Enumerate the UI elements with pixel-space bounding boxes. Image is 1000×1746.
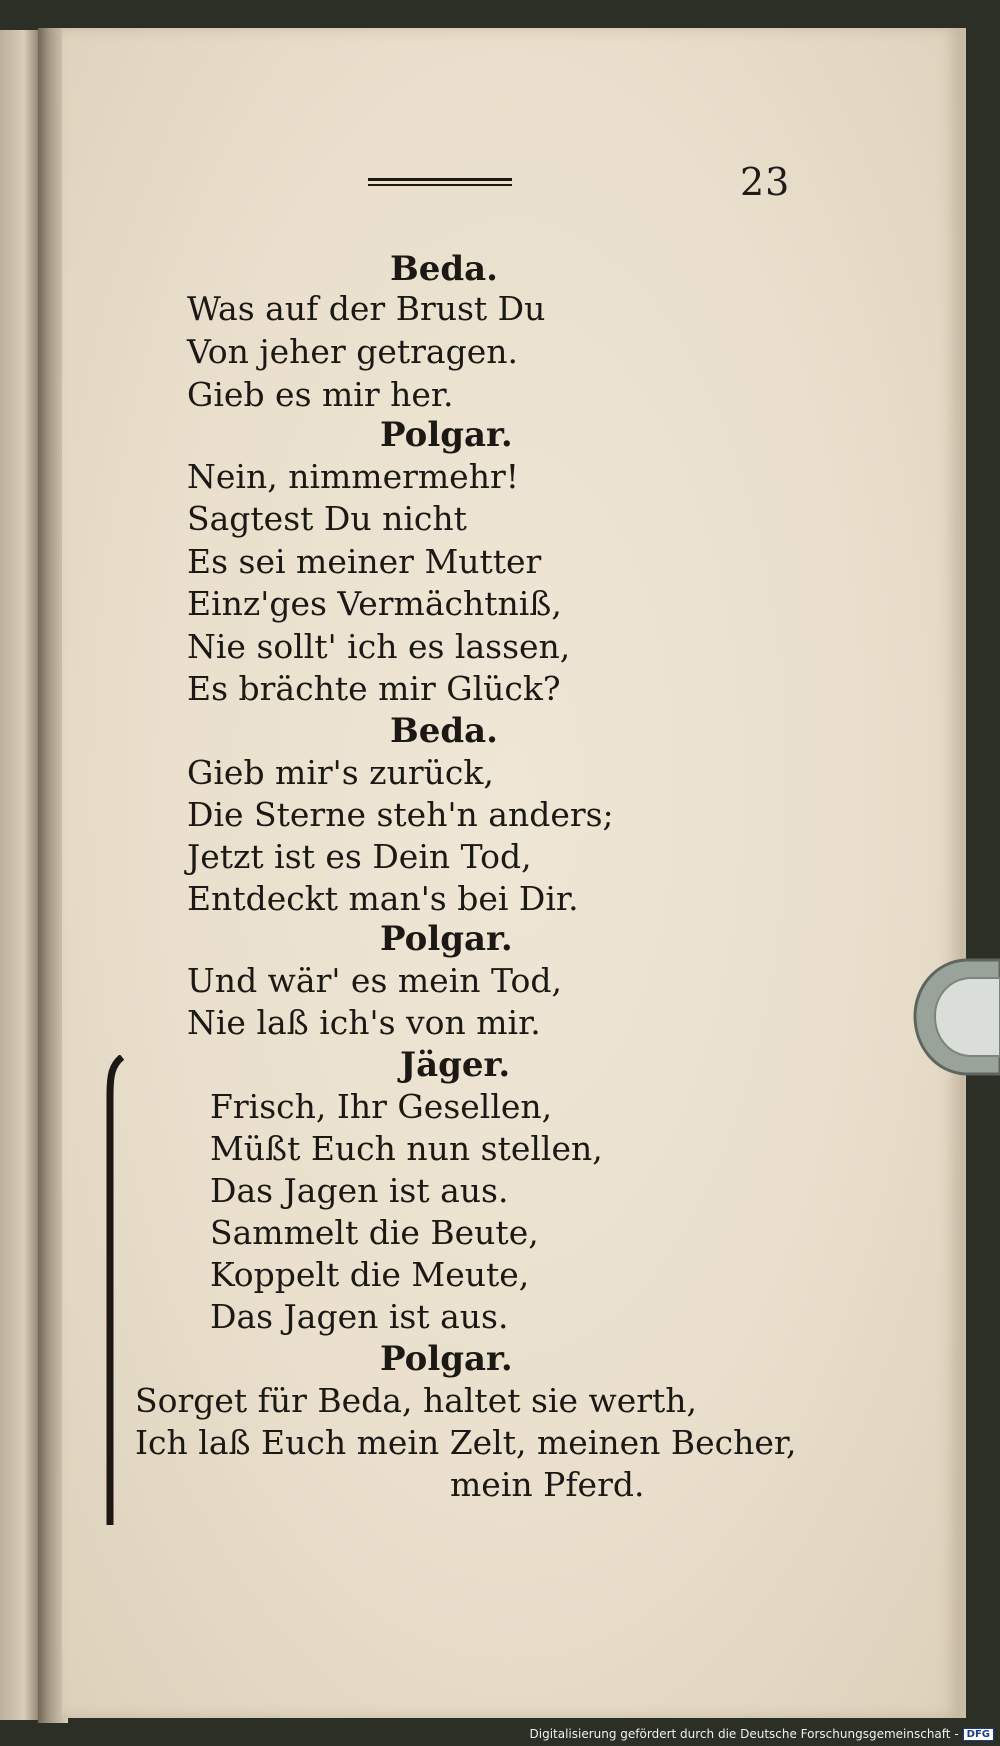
verse-line: Das Jagen ist aus. — [210, 1297, 509, 1336]
bracket-icon — [104, 1055, 124, 1525]
verse-line: Ich laß Euch mein Zelt, meinen Becher, — [135, 1423, 797, 1462]
verse-line: Nie sollt' ich es lassen, — [187, 627, 571, 666]
verse-line: Jetzt ist es Dein Tod, — [187, 837, 532, 876]
verse-line: Müßt Euch nun stellen, — [210, 1129, 603, 1168]
verse-line: Was auf der Brust Du — [187, 289, 546, 328]
verse-line: Sammelt die Beute, — [210, 1213, 539, 1252]
verse-line: Nein, nimmermehr! — [187, 457, 519, 496]
verse-line: Es sei meiner Mutter — [187, 542, 542, 581]
verse-line: Sagtest Du nicht — [187, 499, 467, 538]
verse-line: Sorget für Beda, haltet sie werth, — [135, 1381, 698, 1420]
verse-line: Einz'ges Vermächtniß, — [187, 584, 562, 623]
verse-line: Von jeher getragen. — [187, 332, 518, 371]
speaker-name: Jäger. — [400, 1045, 511, 1085]
page-number: 23 — [740, 160, 791, 204]
dfg-logo: DFG — [963, 1728, 994, 1741]
verse-line: mein Pferd. — [450, 1465, 645, 1504]
verse-line: Koppelt die Meute, — [210, 1255, 530, 1294]
verse-line: Es brächte mir Glück? — [187, 669, 561, 708]
verse-line: Gieb es mir her. — [187, 375, 454, 414]
verse-line: Die Sterne steh'n anders; — [187, 795, 614, 834]
footer-text: Digitalisierung gefördert durch die Deutsche Forschungsgemeinschaft - — [529, 1727, 959, 1741]
speaker-name: Beda. — [390, 711, 499, 751]
speaker-name: Polgar. — [380, 1339, 513, 1379]
speaker-name: Polgar. — [380, 415, 513, 455]
verse-line: Nie laß ich's von mir. — [187, 1003, 541, 1042]
speaker-name: Beda. — [390, 249, 499, 289]
verse-line: Gieb mir's zurück, — [187, 753, 494, 792]
verse-line: Entdeckt man's bei Dir. — [187, 879, 579, 918]
footer-credit — [530, 1725, 995, 1743]
speaker-name: Polgar. — [380, 919, 513, 959]
verse-line: Und wär' es mein Tod, — [187, 961, 562, 1000]
page-clip-icon — [905, 958, 1000, 1076]
verse-line: Das Jagen ist aus. — [210, 1171, 509, 1210]
verse-line: Frisch, Ihr Gesellen, — [210, 1087, 553, 1126]
